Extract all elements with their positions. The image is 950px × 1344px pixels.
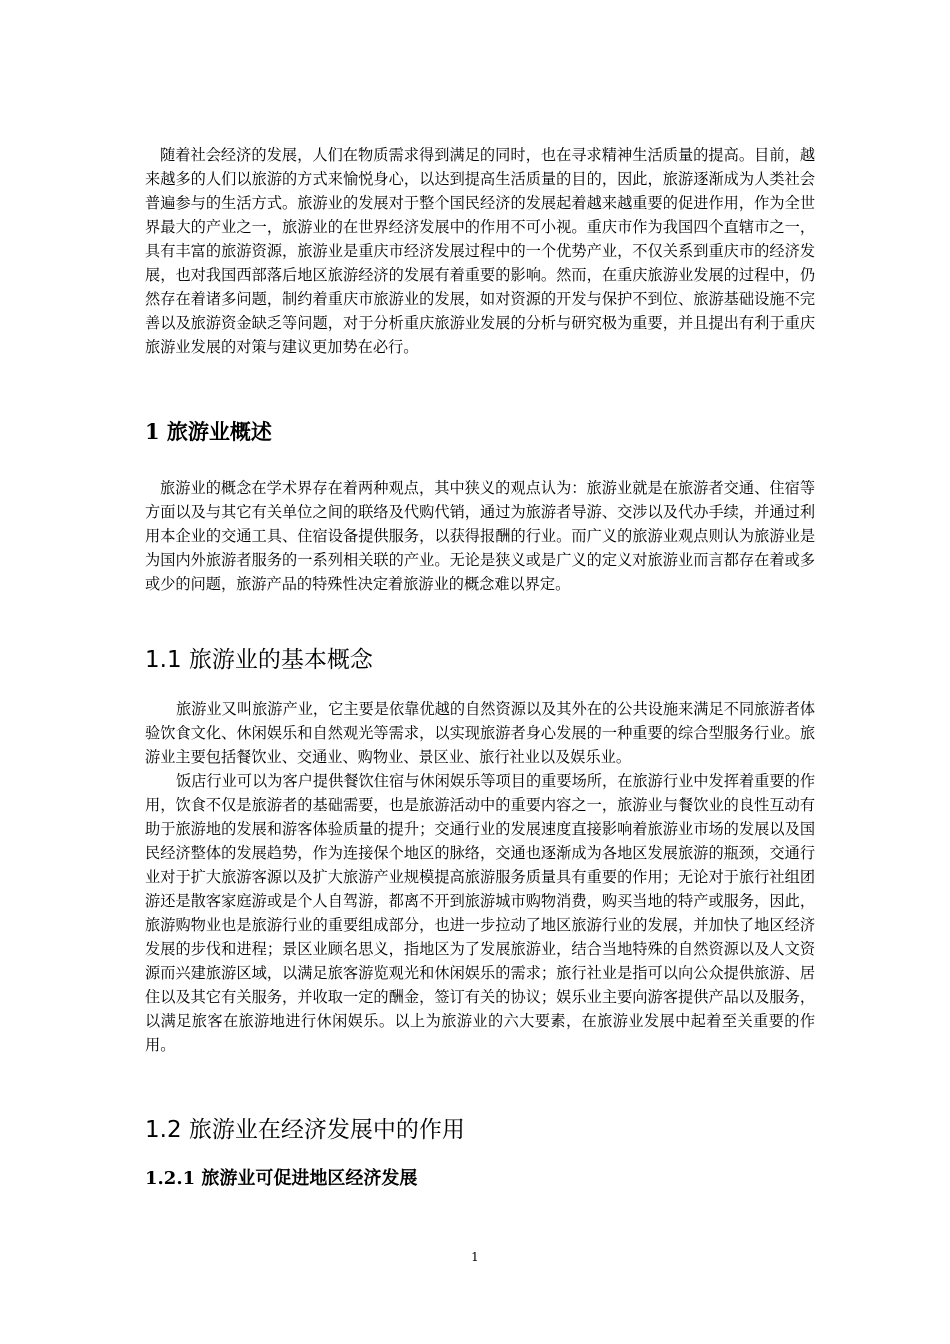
section-1-1-paragraph-1: 旅游业又叫旅游产业，它主要是依靠优越的自然资源以及其外在的公共设施来满足不同旅游者体验饮食文化、休闲娱乐和自然观光等需求，以实现旅游者身心发展的一种重要的综合型服务行业。旅游业主要包括餐饮业、交通业、购物业、景区业、旅行社业以及娱乐业。 [145,700,815,766]
section-1-1-paragraph-2: 饭店行业可以为客户提供餐饮住宿与休闲娱乐等项目的重要场所，在旅游行业中发挥着重要的作用，饮食不仅是旅游者的基础需要，也是旅游活动中的重要内容之一，旅游业与餐饮业的良性互动有助于旅游地的发展和游客体验质量的提升；交通行业的发展速度直接影响着旅游业市场的发展以及国民经济整体的发展趋势，作为连接保个地区的脉络，交通也逐渐成为各地区发展旅游的瓶颈，交通行业对于扩大旅游客源以及扩大旅游产业规模提高旅游服务质量具有重要的作用；无论对于旅行社组团游还是散客家庭游或是个人自驾游，都离不开到旅游城市购物消费，购买当地的特产或服务，因此，旅游购物业也是旅游行业的重要组成部分，也进一步拉动了地区旅游行业的发展，并加快了地区经济发展的步伐和进程；景区业顾名思义，指地区为了发展旅游业，结合当地特殊的自然资源以及人文资源而兴建旅游区域，以满足旅客游览观光和休闲娱乐的需求；旅行社业是指可以向公众提供旅游、居住以及其它有关服务，并收取一定的酬金，签订有关的协议；娱乐业主要向游客提供产品以及服务，以满足旅客在旅游地进行休闲娱乐。以上为旅游业的六大要素，在旅游业发展中起着至关重要的作用。 [145,772,815,1054]
section-1-1-heading: 1.1 旅游业的基本概念 [145,647,373,673]
section-1-2-heading: 1.2 旅游业在经济发展中的作用 [145,1117,465,1143]
section-1-heading: 1 旅游业概述 [145,419,272,444]
intro-paragraph: 随着社会经济的发展，人们在物质需求得到满足的同时，也在寻求精神生活质量的提高。目前，越来越多的人们以旅游的方式来愉悦身心，以达到提高生活质量的目的，因此，旅游逐渐成为人类社会普遍参与的生活方式。旅游业的发展对于整个国民经济的发展起着越来越重要的促进作用，作为全世界最大的产业之一，旅游业的在世界经济发展中的作用不可小视。重庆市作为我国四个直辖市之一，具有丰富的旅游资源，旅游业是重庆市经济发展过程中的一个优势产业，不仅关系到重庆市的经济发展，也对我国西部落后地区旅游经济的发展有着重要的影响。然而，在重庆旅游业发展的过程中，仍然存在着诸多问题，制约着重庆市旅游业的发展，如对资源的开发与保护不到位、旅游基础设施不完善以及旅游资金缺乏等问题，对于分析重庆旅游业发展的分析与研究极为重要，并且提出有利于重庆旅游业发展的对策与建议更加势在必行。 [145,146,815,356]
page-number: 1 [471,1250,479,1264]
section-1-paragraph: 旅游业的概念在学术界存在着两种观点，其中狭义的观点认为：旅游业就是在旅游者交通、住宿等方面以及与其它有关单位之间的联络及代购代销，通过为旅游者导游、交涉以及代办手续，并通过利用本企业的交通工具、住宿设备提供服务，以获得报酬的行业。而广义的旅游业观点则认为旅游业是为国内外旅游者服务的一系列相关联的产业。无论是狭义或是广义的定义对旅游业而言都存在着或多或少的问题，旅游产品的特殊性决定着旅游业的概念难以界定。 [145,479,815,593]
section-1-2-1-heading: 1.2.1 旅游业可促进地区经济发展 [145,1168,418,1189]
